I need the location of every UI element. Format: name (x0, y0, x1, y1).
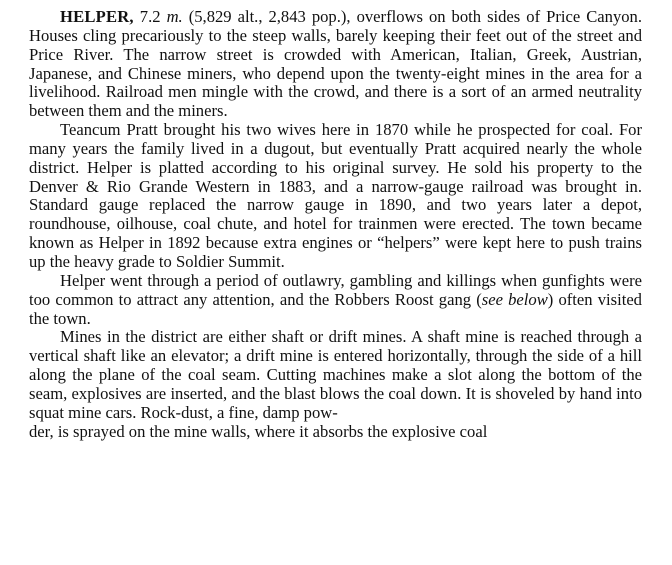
paragraph-text: Mines in the district are either shaft or drift mines. A shaft mine is reached through a vertical shaft like an elevator; a drift mine is entered horizontally, through the side of a hill along the plane of the coal seam. Cutting machines make a slot along the bottom of the seam, explosives are inserted, and the blast blows the coal down. It is shoveled by hand into squat mine cars. Rock-dust, a fine, damp pow (29, 327, 642, 422)
paragraph-helper-intro (29, 8, 642, 121)
paragraph-text-end: ) often visited the town. (29, 289, 642, 328)
distance-value: 7.2 (139, 7, 161, 26)
paragraph-mines: Mines in the district are either shaft or drift mines. A shaft mine is reached through a vertical shaft like an elevator; a drift mine is entered horizontally, through the side of a hill along the plane of the coal seam. Cutting machines make a slot along the bottom of the seam, explosives are inserted, and the blast blows the coal down. It is shoveled by hand into squat mine cars. Rock-dust, a fine, damp pow- der, is sprayed on the mine walls, where it absorbs the explosive coal (29, 327, 642, 441)
paragraph-text: Teancum Pratt brought his two wives here in 1870 while he prospected for coal. For many years the family lived in a dugout, but eventually Pratt acquired nearly the whole district. Helper is platted according to his original survey. He sold his property to the Denver & Rio Grande Western in 1883, and a narrow-gauge railroad was brought in. Standard gauge replaced the narrow gauge in 1890, and two years later a depot, roundhouse, oilhouse, coal chute, and hotel for trainmen were erected. The town became known as Helper in 1892 because extra engines or “helpers” were kept here to push trains up the heavy grade to Soldier Summit. (29, 120, 642, 271)
altitude-population: (5,829 alt., 2,843 pop.), (188, 7, 351, 26)
paragraph-text: overflows on both sides of Price Canyon. Houses cling precariously to the steep walls, barely keeping their feet out of the street and Price River. The narrow street is crowded with American, Italian, Greek, Austrian, Japanese, and Chinese miners, who depend upon the twenty-eight mines in the area for a livelihood. Railroad men mingle with the crowd, and there is a sort of an armed neutrality between them and the miners. (29, 7, 642, 121)
paragraph-text-continued: der, is sprayed on the mine walls, where it absorbs the explosive coal (29, 421, 488, 441)
paragraph-teancum-pratt (29, 121, 642, 272)
cross-reference: see below (481, 289, 548, 309)
paragraph-outlawry (29, 272, 642, 329)
paragraph-text: Helper went through a period of outlawry, gambling and killings when gunfights were too common to attract any attention, and the Robbers Roost gang ( (29, 270, 642, 309)
body-text (29, 8, 642, 441)
place-name: HELPER, (60, 7, 134, 26)
distance-unit: m. (166, 7, 183, 26)
